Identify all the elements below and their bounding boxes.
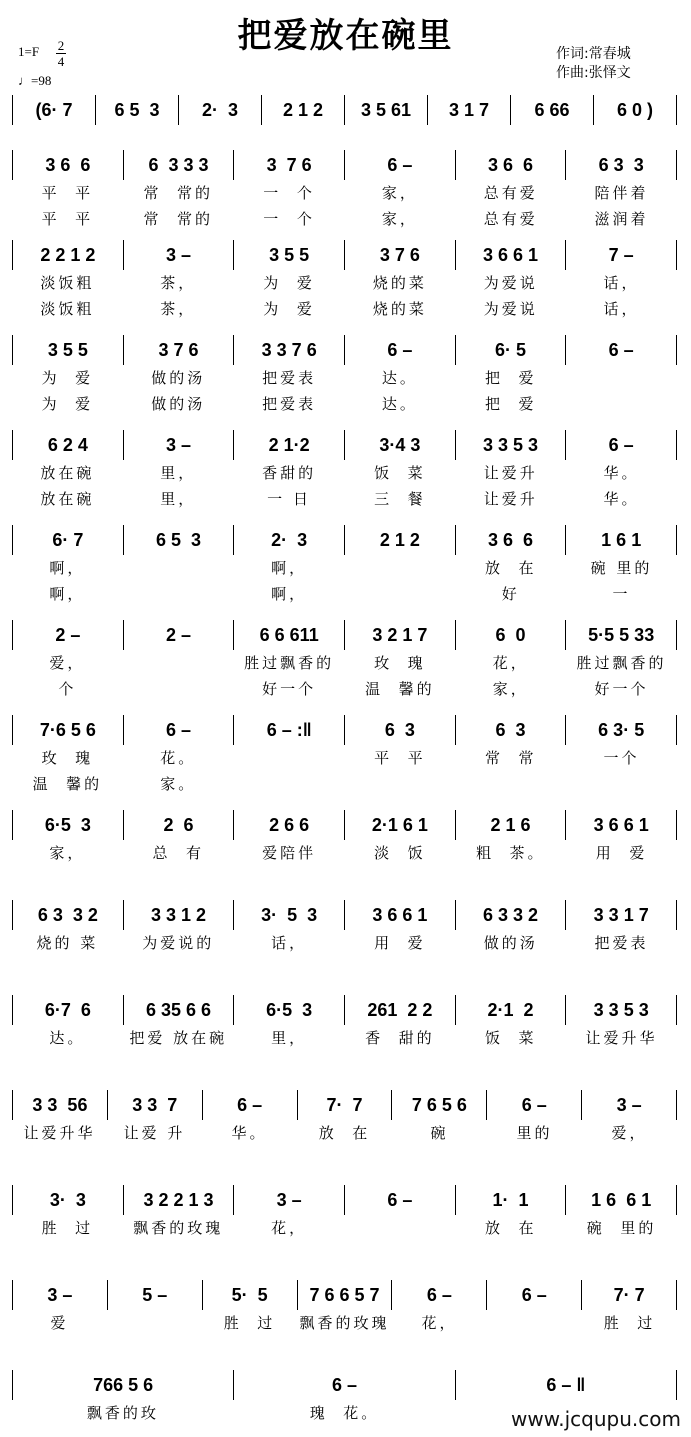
lyric	[344, 771, 455, 797]
lyric: 碗 里的	[586, 1219, 657, 1237]
lyric: 话，	[603, 274, 640, 292]
measure: 6 3 3 2	[13, 900, 124, 930]
score-system	[12, 95, 677, 125]
lyric: 一个	[603, 749, 640, 767]
lyric: 做的汤	[483, 934, 538, 952]
score-system	[12, 240, 677, 322]
lyric: 放 在	[484, 559, 537, 577]
lyrics-line-1	[12, 1310, 677, 1336]
song-title: 把爱放在碗里	[237, 16, 454, 56]
lyric: 话，	[271, 934, 308, 952]
lyrics-line-1	[12, 840, 677, 866]
lyric: 把爱表	[262, 369, 317, 387]
lyric: 花，	[421, 1314, 458, 1332]
measure: 6 6 611	[234, 620, 345, 650]
notes-row	[12, 430, 677, 460]
lyrics-line-1	[12, 460, 677, 486]
lyric: 华。	[603, 490, 640, 508]
lyric: 常 常的	[143, 210, 214, 228]
measure: 3· 3	[13, 1185, 124, 1215]
lyric	[234, 745, 345, 771]
tempo-marking: ♩=98	[18, 73, 52, 88]
lyric: 放在碗	[40, 464, 95, 482]
measure: 6 –	[124, 715, 235, 745]
measure: 2· 3	[179, 95, 262, 125]
score-system	[12, 1280, 677, 1336]
lyric: 让爱升	[483, 464, 538, 482]
lyric	[123, 650, 234, 676]
score-system	[12, 715, 677, 797]
measure: 3· 5 3	[234, 900, 345, 930]
measure: 3 2 2 1 3	[124, 1185, 235, 1215]
lyric: 让爱升	[483, 490, 538, 508]
measure: 6· 7	[13, 525, 124, 555]
lyric: 爱，	[611, 1124, 648, 1142]
lyrics-line-2	[12, 676, 677, 702]
lyrics-line-1	[12, 180, 677, 206]
measure: 6 – :‖	[234, 715, 345, 745]
lyric: 为爱说	[483, 300, 538, 318]
lyric: 陪伴着	[594, 184, 649, 202]
lyric: 好一个	[594, 680, 649, 698]
time-signature	[56, 38, 66, 69]
lyric: 胜过飘香的	[244, 654, 335, 672]
lyric: 玫 瑰	[374, 654, 426, 672]
lyrics-line-1	[12, 555, 677, 581]
lyric: 茶，	[160, 274, 197, 292]
measure: 3 3 1 2	[124, 900, 235, 930]
measure: 6 35 6 6	[124, 995, 235, 1025]
lyric: 一 个	[263, 210, 315, 228]
lyric: 让爱升华	[23, 1124, 96, 1142]
lyrics-line-2	[12, 391, 677, 417]
measure: 7 –	[566, 240, 677, 270]
lyric	[123, 676, 234, 702]
lyric: 爱，	[49, 654, 86, 672]
measure: 3 3 7	[108, 1090, 203, 1120]
measure: 6 5 3	[96, 95, 179, 125]
watermark-url: www.jcqupu.com	[511, 1407, 681, 1431]
measure: 3 3 7 6	[234, 335, 345, 365]
score-system	[12, 150, 677, 232]
lyrics-line-1	[12, 365, 677, 391]
measure: 3 5 61	[345, 95, 428, 125]
measure: 6 –	[234, 1370, 455, 1400]
lyric	[487, 1310, 582, 1336]
lyric: 华。	[231, 1124, 268, 1142]
lyric: 用 爱	[374, 934, 426, 952]
measure: 3 2 1 7	[345, 620, 456, 650]
lyric: 平 平	[374, 749, 426, 767]
lyric: 一 个	[263, 184, 315, 202]
lyric: 总有爱	[483, 210, 538, 228]
measure: 3 7 6	[234, 150, 345, 180]
lyrics-line-1	[12, 745, 677, 771]
lyric: 碗	[430, 1124, 449, 1142]
measure: 6 –	[203, 1090, 298, 1120]
lyric	[344, 581, 455, 607]
measure: 5· 5	[203, 1280, 298, 1310]
measure: 3 3 5 3	[456, 430, 567, 460]
measure: 6·7 6	[13, 995, 124, 1025]
score-system	[12, 525, 677, 607]
measure: 3 –	[13, 1280, 108, 1310]
notes-row	[12, 335, 677, 365]
measure: 5 –	[108, 1280, 203, 1310]
lyric	[107, 1310, 202, 1336]
measure: 7· 7	[582, 1280, 677, 1310]
lyric: 一	[612, 585, 631, 603]
measure: 6 3 3	[566, 150, 677, 180]
measure: 6 –	[566, 430, 677, 460]
lyric: 玫 瑰	[41, 749, 94, 767]
measure: 3 6 6	[456, 525, 567, 555]
measure: 3 6 6	[13, 150, 124, 180]
notes-row	[12, 240, 677, 270]
lyric: 温 馨的	[32, 775, 103, 793]
meter-top: 2	[57, 38, 65, 53]
lyric	[344, 555, 455, 581]
score-system	[12, 1185, 677, 1241]
lyric: 饭 菜	[484, 1029, 537, 1047]
measure: 2 1 2	[345, 525, 456, 555]
notes-row	[12, 1280, 677, 1310]
lyric: 一 日	[267, 490, 311, 508]
lyric: 爱陪伴	[262, 844, 317, 862]
measure: (6· 7	[13, 95, 96, 125]
lyrics-line-1	[12, 1025, 677, 1051]
lyric: 做的汤	[151, 395, 206, 413]
lyrics-line-1	[12, 1215, 677, 1241]
measure: 5·5 5 33	[566, 620, 677, 650]
lyric: 达。	[49, 1029, 86, 1047]
lyric: 啊，	[271, 585, 308, 603]
measure: 3 6 6 1	[456, 240, 567, 270]
measure: 1· 1	[456, 1185, 567, 1215]
measure: 6 3 3 3	[124, 150, 235, 180]
lyric: 家，	[381, 210, 418, 228]
lyrics-line-2	[12, 206, 677, 232]
lyric: 飘香的玫瑰	[133, 1219, 224, 1237]
lyric: 家。	[160, 775, 197, 793]
lyric: 花，	[492, 654, 529, 672]
lyrics-line-2	[12, 296, 677, 322]
lyric: 用 爱	[595, 844, 648, 862]
measure: 6·5 3	[234, 995, 345, 1025]
measure: 6 –	[487, 1090, 582, 1120]
measure: 6 –	[345, 335, 456, 365]
lyrics-line-1	[12, 270, 677, 296]
lyric: 里，	[160, 464, 197, 482]
lyric: 好	[501, 585, 520, 603]
score-system	[12, 995, 677, 1051]
composer: 作曲:张怿文	[556, 65, 631, 81]
measure: 1 6 1	[566, 525, 677, 555]
lyric: 粗 茶。	[475, 844, 546, 862]
score-system	[12, 1090, 677, 1146]
lyric: 淡 饭	[374, 844, 426, 862]
measure: 3 –	[234, 1185, 345, 1215]
lyric: 为 爱	[41, 395, 94, 413]
lyric: 胜 过	[603, 1314, 656, 1332]
notes-row	[12, 1090, 677, 1120]
lyric: 香甜的	[262, 464, 317, 482]
lyric: 烧的菜	[372, 274, 427, 292]
lyric: 达。	[381, 395, 418, 413]
lyric: 放在碗	[40, 490, 95, 508]
lyric	[566, 771, 677, 797]
notes-row	[12, 150, 677, 180]
measure: 6 3	[345, 715, 456, 745]
lyrics-line-2	[12, 771, 677, 797]
notes-row	[12, 525, 677, 555]
lyric: 三 餐	[374, 490, 426, 508]
measure: 3 7 6	[345, 240, 456, 270]
lyric: 常 常的	[143, 184, 214, 202]
measure: 6 –	[345, 150, 456, 180]
measure: 3 5 5	[13, 335, 124, 365]
lyric	[344, 1215, 455, 1241]
measure: 261 2 2	[345, 995, 456, 1025]
notes-row	[12, 810, 677, 840]
measure: 6 – ‖	[456, 1370, 677, 1400]
measure: 6 –	[566, 335, 677, 365]
lyricist: 作词:常春城	[556, 46, 631, 62]
lyric: 香 甜的	[365, 1029, 435, 1047]
measure: 7 6 6 5 7	[298, 1280, 393, 1310]
lyric: 放 在	[484, 1219, 537, 1237]
measure: 6· 5	[456, 335, 567, 365]
measure: 6 0	[456, 620, 567, 650]
lyric: 家，	[381, 184, 418, 202]
lyric: 达。	[381, 369, 418, 387]
measure: 2 1 6	[456, 810, 567, 840]
lyric: 把 爱	[484, 395, 537, 413]
measure: 3 3 56	[13, 1090, 108, 1120]
lyric: 个	[58, 680, 77, 698]
lyric: 啊，	[271, 559, 308, 577]
measure: 6 5 3	[124, 525, 235, 555]
lyric: 总有爱	[483, 184, 538, 202]
lyric: 里的	[516, 1124, 553, 1142]
measure: 2· 3	[234, 525, 345, 555]
credits	[556, 45, 631, 83]
measure: 3 6 6	[456, 150, 567, 180]
lyric: 飘香的玫	[86, 1404, 159, 1422]
lyric: 飘香的玫瑰	[299, 1314, 390, 1332]
lyric: 把 爱	[484, 369, 537, 387]
lyrics-line-1	[12, 930, 677, 956]
lyric: 让爱 升	[123, 1124, 186, 1142]
lyrics-line-1	[12, 650, 677, 676]
measure: 6·5 3	[13, 810, 124, 840]
lyric: 为 爱	[263, 300, 315, 318]
notes-row	[12, 715, 677, 745]
measure: 6 3	[456, 715, 567, 745]
measure: 2 6 6	[234, 810, 345, 840]
measure: 6 –	[345, 1185, 456, 1215]
lyric: 碗 里的	[590, 559, 653, 577]
measure: 6 3· 5	[566, 715, 677, 745]
lyric: 瑰 花。	[309, 1404, 380, 1422]
measure: 3 –	[124, 430, 235, 460]
lyric: 做的汤	[151, 369, 206, 387]
lyric	[123, 581, 234, 607]
lyric: 温 馨的	[365, 680, 435, 698]
lyric: 为爱说	[483, 274, 538, 292]
measure: 3 3 1 7	[566, 900, 677, 930]
lyric: 把爱 放在碗	[129, 1029, 228, 1047]
lyric: 为 爱	[41, 369, 94, 387]
lyric: 让爱升华	[585, 1029, 658, 1047]
lyrics-line-2	[12, 486, 677, 512]
notes-row	[12, 1185, 677, 1215]
measure: 6 66	[511, 95, 594, 125]
lyric	[566, 365, 677, 391]
lyric: 平 平	[41, 210, 94, 228]
measure: 2 6	[124, 810, 235, 840]
lyric: 茶，	[160, 300, 197, 318]
lyrics-line-1	[12, 1120, 677, 1146]
lyric: 花，	[271, 1219, 308, 1237]
lyric: 把爱表	[262, 395, 317, 413]
lyric: 为 爱	[263, 274, 315, 292]
notes-row	[12, 995, 677, 1025]
measure: 2 –	[124, 620, 235, 650]
lyric: 胜过飘香的	[576, 654, 667, 672]
lyric: 家，	[492, 680, 529, 698]
score-system	[12, 430, 677, 512]
lyric: 淡饭粗	[40, 300, 95, 318]
lyric	[123, 555, 234, 581]
measure: 2·1 2	[456, 995, 567, 1025]
measure: 3·4 3	[345, 430, 456, 460]
lyric	[566, 391, 677, 417]
lyric: 为爱说的	[142, 934, 215, 952]
lyric: 家，	[49, 844, 86, 862]
lyric	[234, 771, 345, 797]
measure: 6 0 )	[594, 95, 677, 125]
lyric: 胜 过	[223, 1314, 276, 1332]
lyric	[455, 771, 566, 797]
measure: 7 6 5 6	[392, 1090, 487, 1120]
measure: 2 1·2	[234, 430, 345, 460]
score-system	[12, 335, 677, 417]
lyric: 放 在	[318, 1124, 371, 1142]
lyric: 饭 菜	[374, 464, 426, 482]
measure: 1 6 6 1	[566, 1185, 677, 1215]
lyric: 常 常	[484, 749, 537, 767]
lyric: 里，	[160, 490, 197, 508]
measure: 3 7 6	[124, 335, 235, 365]
lyric: 总 有	[152, 844, 205, 862]
measure: 2 1 2	[262, 95, 345, 125]
measure: 3 6 6 1	[345, 900, 456, 930]
lyric: 滋润着	[594, 210, 649, 228]
lyric: 胜 过	[41, 1219, 94, 1237]
measure: 3 6 6 1	[566, 810, 677, 840]
measure: 6 2 4	[13, 430, 124, 460]
measure: 3 –	[124, 240, 235, 270]
measure: 3 1 7	[428, 95, 511, 125]
lyric: 把爱表	[594, 934, 649, 952]
notes-row	[12, 95, 677, 125]
score-system	[12, 900, 677, 956]
notes-row	[12, 900, 677, 930]
lyric: 花。	[160, 749, 197, 767]
measure: 6 –	[487, 1280, 582, 1310]
lyric: 烧的菜	[372, 300, 427, 318]
notes-row	[12, 1370, 677, 1400]
lyric: 爱	[50, 1314, 69, 1332]
measure: 2·1 6 1	[345, 810, 456, 840]
score-system	[12, 620, 677, 702]
lyric: 好一个	[262, 680, 317, 698]
score-system	[12, 810, 677, 866]
measure: 2 2 1 2	[13, 240, 124, 270]
lyric: 烧的 菜	[36, 934, 99, 952]
key-signature: 1=F	[18, 44, 40, 59]
measure: 7· 7	[298, 1090, 393, 1120]
measure: 766 5 6	[13, 1370, 234, 1400]
notes-row	[12, 620, 677, 650]
measure: 3 5 5	[234, 240, 345, 270]
lyric: 啊，	[49, 585, 86, 603]
lyric: 里，	[271, 1029, 308, 1047]
lyric: 啊，	[49, 559, 86, 577]
lyric: 华。	[603, 464, 640, 482]
measure: 6 –	[392, 1280, 487, 1310]
lyric: 淡饭粗	[40, 274, 95, 292]
measure: 6 3 3 2	[456, 900, 567, 930]
measure: 3 3 5 3	[566, 995, 677, 1025]
measure: 3 –	[582, 1090, 677, 1120]
lyric: 平 平	[41, 184, 94, 202]
measure: 7·6 5 6	[13, 715, 124, 745]
lyric: 话，	[603, 300, 640, 318]
lyrics-line-2	[12, 581, 677, 607]
measure: 2 –	[13, 620, 124, 650]
meter-bottom: 4	[57, 54, 65, 69]
